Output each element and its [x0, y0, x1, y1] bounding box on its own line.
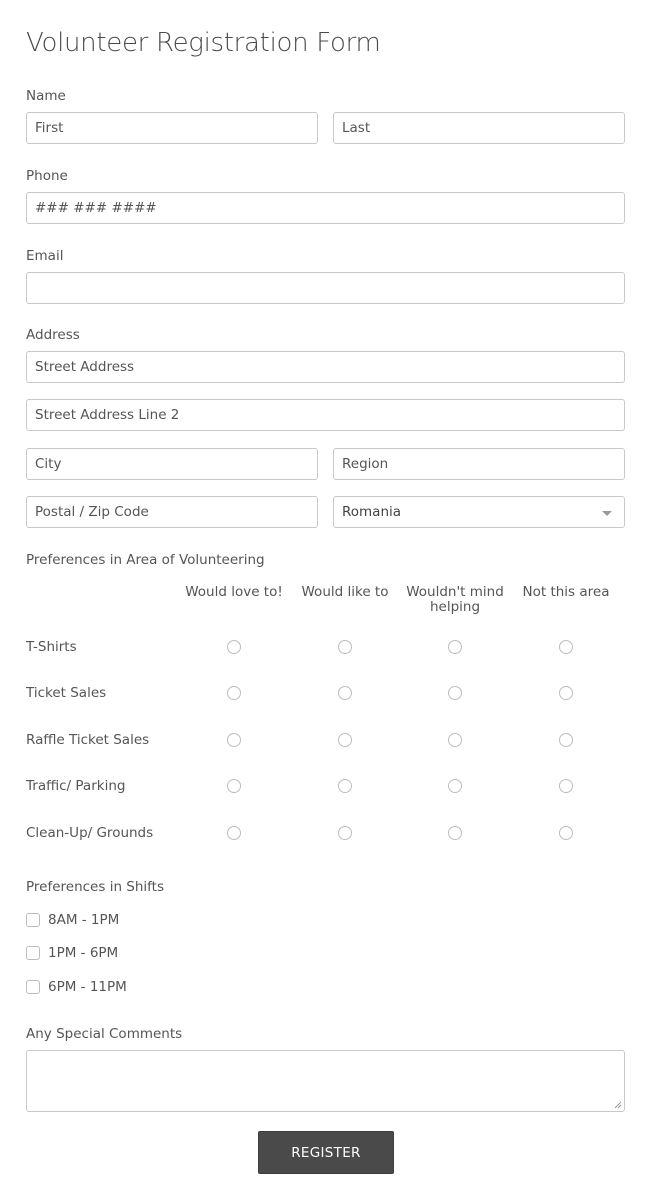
matrix-column-header: Would love to! [185, 584, 283, 600]
matrix-radio[interactable] [338, 779, 352, 793]
matrix-radio[interactable] [448, 640, 462, 654]
matrix-radio[interactable] [448, 779, 462, 793]
form-title: Volunteer Registration Form [26, 28, 381, 58]
matrix-radio[interactable] [448, 826, 462, 840]
matrix-radio[interactable] [227, 640, 241, 654]
last-name-input[interactable]: Last [333, 112, 625, 144]
matrix-row-label: Clean-Up/ Grounds [26, 825, 154, 841]
postal-code-input[interactable]: Postal / Zip Code [26, 496, 318, 528]
matrix-radio[interactable] [559, 686, 573, 700]
shift-checkbox[interactable] [26, 913, 40, 927]
matrix-row-label: Ticket Sales [26, 685, 107, 701]
comments-label: Any Special Comments [26, 1026, 183, 1042]
matrix-radio[interactable] [338, 640, 352, 654]
shift-checkbox[interactable] [26, 980, 40, 994]
phone-input[interactable]: ### ### #### [26, 192, 625, 224]
shift-option-label: 1PM - 6PM [48, 945, 119, 961]
register-button[interactable]: REGISTER [258, 1131, 394, 1174]
matrix-row-label: Traffic/ Parking [26, 778, 126, 794]
matrix-column-header: Would like to [301, 584, 389, 600]
matrix-radio[interactable] [227, 733, 241, 747]
matrix-radio[interactable] [448, 686, 462, 700]
country-select[interactable] [333, 496, 625, 528]
matrix-radio[interactable] [559, 733, 573, 747]
street-address-input[interactable]: Street Address [26, 351, 625, 383]
shift-option-label: 8AM - 1PM [48, 912, 120, 928]
shift-option-label: 6PM - 11PM [48, 979, 127, 995]
matrix-radio[interactable] [338, 686, 352, 700]
matrix-radio[interactable] [559, 779, 573, 793]
shifts-label: Preferences in Shifts [26, 879, 165, 895]
matrix-radio[interactable] [227, 826, 241, 840]
first-name-input[interactable]: First [26, 112, 318, 144]
country-selected-value: Romania [342, 504, 402, 520]
matrix-radio[interactable] [227, 686, 241, 700]
matrix-radio[interactable] [227, 779, 241, 793]
volunteering-label: Preferences in Area of Volunteering [26, 552, 265, 568]
matrix-radio[interactable] [559, 826, 573, 840]
shift-checkbox[interactable] [26, 946, 40, 960]
city-input[interactable]: City [26, 448, 318, 480]
matrix-radio[interactable] [559, 640, 573, 654]
resize-grip-icon[interactable] [614, 1101, 622, 1109]
phone-label: Phone [26, 168, 68, 184]
matrix-row-label: T-Shirts [26, 639, 77, 655]
matrix-column-header: Wouldn't mind helping [406, 584, 504, 615]
matrix-radio[interactable] [338, 733, 352, 747]
email-input[interactable] [26, 272, 625, 304]
matrix-row-label: Raffle Ticket Sales [26, 732, 150, 748]
address-label: Address [26, 327, 80, 343]
street-address-line2-input[interactable]: Street Address Line 2 [26, 399, 625, 431]
email-label: Email [26, 248, 64, 264]
name-label: Name [26, 88, 66, 104]
matrix-radio[interactable] [338, 826, 352, 840]
chevron-down-icon [602, 511, 612, 516]
matrix-column-header: Not this area [522, 584, 610, 600]
comments-textarea[interactable] [26, 1050, 625, 1112]
matrix-radio[interactable] [448, 733, 462, 747]
region-input[interactable]: Region [333, 448, 625, 480]
